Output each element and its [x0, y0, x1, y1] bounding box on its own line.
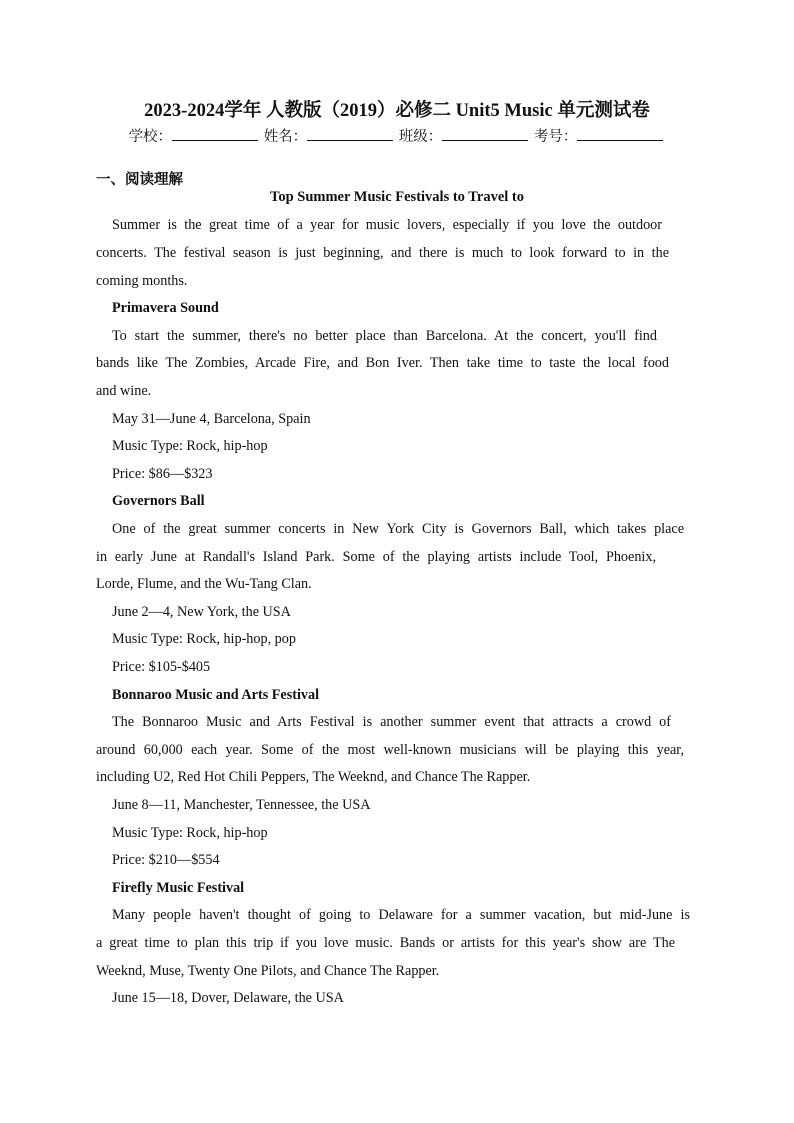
festival-music-type: Music Type: Rock, hip-hop, pop [112, 631, 296, 647]
passage-line: in early June at Randall's Island Park. Some of the playing artists include Tool, Phoenix, [96, 549, 656, 565]
festival-price: Price: $210—$554 [112, 852, 220, 868]
passage-line: including U2, Red Hot Chili Peppers, The Weeknd, and Chance The Rapper. [96, 769, 531, 785]
passage-line: To start the summer, there's no better place than Barcelona. At the concert, you'll find [112, 328, 657, 344]
exam-number-blank[interactable] [577, 126, 663, 141]
festival-heading: Governors Ball [112, 493, 205, 509]
festival-music-type: Music Type: Rock, hip-hop [112, 825, 268, 841]
passage-title: Top Summer Music Festivals to Travel to [269, 189, 524, 205]
passage-line: a great time to plan this trip if you love music. Bands or artists for this year's show are The [96, 935, 675, 951]
festival-price: Price: $105-$405 [112, 659, 211, 675]
passage-line: coming months. [96, 273, 188, 289]
passage-line: Many people haven't thought of going to Delaware for a summer vacation, but mid-June is [112, 907, 690, 923]
passage-line: Lorde, Flume, and the Wu-Tang Clan. [96, 576, 312, 592]
name-blank[interactable] [307, 126, 393, 141]
passage-line: bands like The Zombies, Arcade Fire, and Bon Iver. Then take time to taste the local food [96, 355, 669, 371]
exam-number-label: 考号： [533, 129, 578, 145]
festival-date: June 8—11, Manchester, Tennessee, the USA [112, 797, 371, 813]
section-heading: 一、阅读理解 [96, 172, 183, 188]
passage-line: and wine. [96, 383, 152, 399]
passage-line: concerts. The festival season is just beginning, and there is much to look forward to in the [96, 245, 669, 261]
school-label: 学校： [128, 129, 173, 145]
festival-date: May 31—June 4, Barcelona, Spain [112, 411, 311, 427]
student-info-row [0, 125, 794, 146]
festival-price: Price: $86—$323 [112, 466, 213, 482]
passage-line: Weeknd, Muse, Twenty One Pilots, and Chance The Rapper. [96, 963, 440, 979]
class-label: 班级： [398, 129, 443, 145]
class-blank[interactable] [442, 126, 528, 141]
festival-music-type: Music Type: Rock, hip-hop [112, 438, 268, 454]
passage-line: around 60,000 each year. Some of the most well-known musicians will be playing this year, [96, 742, 684, 758]
passage-line: Summer is the great time of a year for music lovers, especially if you love the outdoor [112, 217, 662, 233]
festival-heading: Firefly Music Festival [112, 880, 245, 896]
passage-line: One of the great summer concerts in New York City is Governors Ball, which takes place [112, 521, 684, 537]
festival-heading: Primavera Sound [112, 300, 219, 316]
school-blank[interactable] [172, 126, 258, 141]
passage-line: The Bonnaroo Music and Arts Festival is another summer event that attracts a crowd of [112, 714, 671, 730]
name-label: 姓名： [263, 129, 308, 145]
festival-date: June 2—4, New York, the USA [112, 604, 291, 620]
festival-heading: Bonnaroo Music and Arts Festival [112, 687, 320, 703]
doc-title: 2023-2024学年 人教版（2019）必修二 Unit5 Music 单元测试卷 [144, 101, 650, 121]
festival-date: June 15—18, Dover, Delaware, the USA [112, 990, 344, 1006]
